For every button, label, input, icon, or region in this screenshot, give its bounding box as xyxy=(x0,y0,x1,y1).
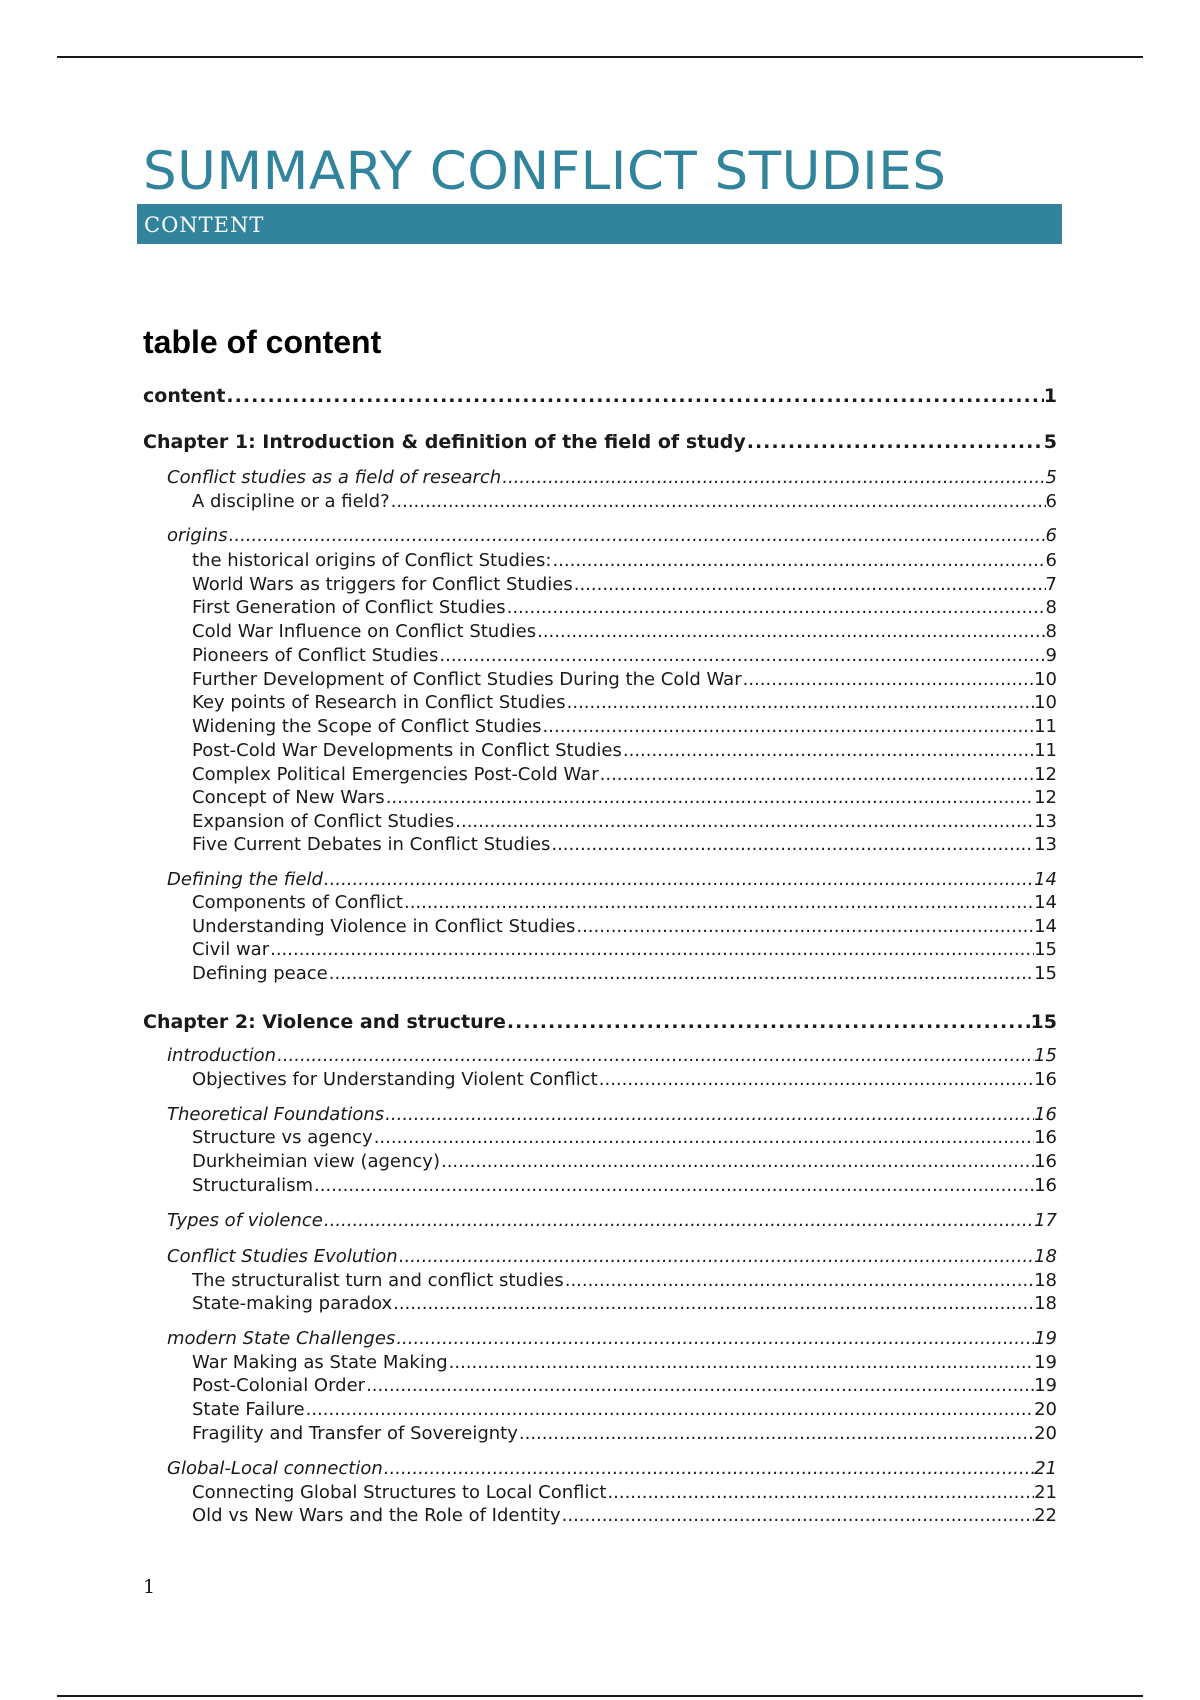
toc-dot-leader xyxy=(438,645,1045,666)
toc-entry-defining-peace[interactable] xyxy=(192,963,1057,987)
toc-entry-fragility-and-transfer-of-sovereignty[interactable] xyxy=(192,1423,1057,1447)
toc-dot-leader xyxy=(448,1352,1034,1373)
toc-entry-old-vs-new-wars-and-the-role-of-identity[interactable] xyxy=(192,1505,1057,1529)
toc-dot-leader xyxy=(323,869,1034,890)
toc-dot-leader xyxy=(373,1127,1034,1148)
toc-entry-page: 9 xyxy=(1045,645,1057,666)
toc-entry-title: Understanding Violence in Conflict Studies xyxy=(192,916,576,937)
toc-dot-leader xyxy=(225,385,1043,407)
toc-entry-title: Defining peace xyxy=(192,963,328,984)
toc-entry-concept-of-new-wars[interactable] xyxy=(192,787,1057,811)
toc-entry-title: Components of Conflict xyxy=(192,892,403,913)
toc-entry-title: Structuralism xyxy=(192,1175,313,1196)
toc-dot-leader xyxy=(228,525,1046,546)
toc-entry-widening-the-scope-of-conflict-studies[interactable] xyxy=(192,716,1057,740)
toc-entry-structure-vs-agency[interactable] xyxy=(192,1127,1057,1151)
toc-entry-page: 14 xyxy=(1034,892,1057,913)
toc-dot-leader xyxy=(323,1210,1034,1231)
toc-entry-title: Civil war xyxy=(192,939,270,960)
toc-entry-page: 15 xyxy=(1034,1045,1057,1066)
toc-dot-leader xyxy=(383,1458,1034,1479)
toc-dot-leader xyxy=(395,1328,1034,1349)
toc-entry-page: 20 xyxy=(1034,1423,1057,1444)
toc-entry-origins[interactable] xyxy=(167,525,1057,549)
toc-entry-page: 18 xyxy=(1034,1246,1057,1267)
toc-entry-page: 8 xyxy=(1045,621,1057,642)
toc-heading: table of content xyxy=(143,324,382,360)
footer-rule xyxy=(57,1695,1143,1697)
toc-dot-leader xyxy=(305,1399,1035,1420)
toc-entry-expansion-of-conflict-studies[interactable] xyxy=(192,811,1057,835)
toc-entry-title: Pioneers of Conflict Studies xyxy=(192,645,439,666)
toc-entry-page: 13 xyxy=(1034,811,1057,832)
toc-entry-introduction[interactable] xyxy=(167,1045,1057,1069)
toc-entry-page: 21 xyxy=(1034,1458,1057,1479)
toc-dot-leader xyxy=(390,491,1046,512)
toc-dot-leader xyxy=(506,597,1046,618)
toc-entry-post-cold-war-developments-in-conflict-studies[interactable] xyxy=(192,740,1057,764)
toc-dot-leader xyxy=(518,1423,1034,1444)
toc-entry-title: Structure vs agency xyxy=(192,1127,373,1148)
toc-entry-modern-state-challenges[interactable] xyxy=(167,1328,1057,1352)
toc-entry-objectives-for-understanding-violent-conflict[interactable] xyxy=(192,1069,1057,1093)
toc-dot-leader xyxy=(573,574,1046,595)
toc-entry-title: Types of violence xyxy=(167,1210,323,1231)
toc-entry-page: 18 xyxy=(1034,1270,1057,1291)
toc-entry-title: War Making as State Making xyxy=(192,1352,448,1373)
toc-entry-title: Chapter 1: Introduction & definition of the field of study xyxy=(143,431,746,453)
toc-dot-leader xyxy=(392,1293,1034,1314)
toc-entry-pioneers-of-conflict-studies[interactable] xyxy=(192,645,1057,669)
toc-dot-leader xyxy=(742,669,1034,690)
toc-entry-page: 16 xyxy=(1034,1127,1057,1148)
toc-dot-leader xyxy=(746,431,1044,453)
toc-entry-page: 6 xyxy=(1045,525,1057,546)
toc-entry-title: origins xyxy=(167,525,228,546)
toc-dot-leader xyxy=(313,1175,1034,1196)
toc-entry-page: 20 xyxy=(1034,1399,1057,1420)
toc-dot-leader xyxy=(606,1482,1034,1503)
toc-entry-page: 17 xyxy=(1034,1210,1057,1231)
toc-dot-leader xyxy=(550,834,1034,855)
toc-dot-leader xyxy=(551,550,1045,571)
toc-dot-leader xyxy=(398,1246,1034,1267)
toc-entry-page: 12 xyxy=(1034,787,1057,808)
toc-entry-cold-war-influence-on-conflict-studies[interactable] xyxy=(192,621,1057,645)
toc-entry-title: Cold War Influence on Conflict Studies xyxy=(192,621,537,642)
toc-entry-state-failure[interactable] xyxy=(192,1399,1057,1423)
toc-entry-title: The structuralist turn and conflict studies xyxy=(192,1270,564,1291)
toc-entry-page: 18 xyxy=(1034,1293,1057,1314)
toc-entry-title: Conflict Studies Evolution xyxy=(167,1246,398,1267)
toc-entry-page: 13 xyxy=(1034,834,1057,855)
toc-entry-durkheimian-view-agency[interactable] xyxy=(192,1151,1057,1175)
toc-entry-page: 15 xyxy=(1030,1011,1057,1033)
toc-entry-theoretical-foundations[interactable] xyxy=(167,1104,1057,1128)
toc-entry-connecting-global-structures-to-local-conflict[interactable] xyxy=(192,1482,1057,1506)
toc-entry-title: the historical origins of Conflict Studies: xyxy=(192,550,552,571)
toc-entry-page: 12 xyxy=(1034,764,1057,785)
toc-entry-page: 19 xyxy=(1034,1375,1057,1396)
toc-entry-title: Chapter 2: Violence and structure xyxy=(143,1011,506,1033)
document-title: SUMMARY CONFLICT STUDIES xyxy=(143,141,947,202)
toc-dot-leader xyxy=(269,939,1034,960)
toc-dot-leader xyxy=(365,1375,1034,1396)
toc-dot-leader xyxy=(622,740,1034,761)
toc-entry-key-points-of-research-in-conflict-studies[interactable] xyxy=(192,692,1057,716)
toc-entry-a-discipline-or-a-field[interactable] xyxy=(192,491,1057,515)
toc-entry-page: 16 xyxy=(1034,1069,1057,1090)
toc-dot-leader xyxy=(328,963,1034,984)
toc-entry-title: A discipline or a field? xyxy=(192,491,390,512)
toc-entry-content[interactable] xyxy=(143,385,1057,409)
toc-entry-page: 10 xyxy=(1034,669,1057,690)
toc-entry-types-of-violence[interactable] xyxy=(167,1210,1057,1234)
toc-entry-page: 7 xyxy=(1045,574,1057,595)
toc-dot-leader xyxy=(440,1151,1034,1172)
toc-entry-title: First Generation of Conflict Studies xyxy=(192,597,506,618)
toc-entry-page: 14 xyxy=(1034,869,1057,890)
toc-dot-leader xyxy=(561,1505,1034,1526)
toc-dot-leader xyxy=(403,892,1034,913)
toc-entry-page: 16 xyxy=(1034,1175,1057,1196)
toc-entry-defining-the-field[interactable] xyxy=(167,869,1057,893)
toc-entry-page: 22 xyxy=(1034,1505,1057,1526)
toc-entry-page: 1 xyxy=(1043,385,1057,407)
subtitle-text: CONTENT xyxy=(144,213,265,237)
toc-dot-leader xyxy=(598,1069,1034,1090)
toc-entry-understanding-violence-in-conflict-studies[interactable] xyxy=(192,916,1057,940)
toc-entry-page: 16 xyxy=(1034,1151,1057,1172)
toc-entry-title: Connecting Global Structures to Local Conflict xyxy=(192,1482,607,1503)
toc-entry-page: 5 xyxy=(1043,431,1057,453)
toc-entry-page: 6 xyxy=(1045,550,1057,571)
toc-entry-title: Durkheimian view (agency) xyxy=(192,1151,440,1172)
toc-entry-civil-war[interactable] xyxy=(192,939,1057,963)
toc-entry-page: 19 xyxy=(1034,1328,1057,1349)
toc-entry-five-current-debates-in-conflict-studies[interactable] xyxy=(192,834,1057,858)
toc-entry-global-local-connection[interactable] xyxy=(167,1458,1057,1482)
toc-entry-title: Expansion of Conflict Studies xyxy=(192,811,455,832)
toc-entry-page: 10 xyxy=(1034,692,1057,713)
toc-dot-leader xyxy=(384,1104,1034,1125)
toc-entry-conflict-studies-evolution[interactable] xyxy=(167,1246,1057,1270)
toc-entry-page: 19 xyxy=(1034,1352,1057,1373)
toc-entry-title: Widening the Scope of Conflict Studies xyxy=(192,716,542,737)
toc-entry-title: modern State Challenges xyxy=(167,1328,396,1349)
toc-entry-title: Conflict studies as a field of research xyxy=(167,467,502,488)
toc-dot-leader xyxy=(564,1270,1034,1291)
toc-dot-leader xyxy=(276,1045,1034,1066)
toc-entry-post-colonial-order[interactable] xyxy=(192,1375,1057,1399)
toc-entry-title: content xyxy=(143,385,226,407)
toc-entry-structuralism[interactable] xyxy=(192,1175,1057,1199)
toc-entry-the-historical-origins-of-conflict-studies[interactable] xyxy=(192,550,1057,574)
toc-entry-chapter-1-introduction-definition-of-the-field-of-study[interactable] xyxy=(143,431,1057,455)
toc-entry-further-development-of-conflict-studies-during-the-cold-war[interactable] xyxy=(192,669,1057,693)
toc-dot-leader xyxy=(599,764,1034,785)
toc-entry-title: Five Current Debates in Conflict Studies xyxy=(192,834,551,855)
toc-entry-the-structuralist-turn-and-conflict-studies[interactable] xyxy=(192,1270,1057,1294)
toc-entry-title: Key points of Research in Conflict Studies xyxy=(192,692,566,713)
toc-entry-page: 8 xyxy=(1045,597,1057,618)
toc-entry-page: 14 xyxy=(1034,916,1057,937)
toc-entry-title: introduction xyxy=(167,1045,277,1066)
toc-entry-conflict-studies-as-a-field-of-research[interactable] xyxy=(167,467,1057,491)
toc-entry-page: 11 xyxy=(1034,740,1057,761)
toc-entry-complex-political-emergencies-post-cold-war[interactable] xyxy=(192,764,1057,788)
page-number: 1 xyxy=(143,1576,156,1598)
toc-entry-page: 15 xyxy=(1034,963,1057,984)
toc-entry-page: 15 xyxy=(1034,939,1057,960)
toc-dot-leader xyxy=(536,621,1045,642)
toc-entry-title: Old vs New Wars and the Role of Identity xyxy=(192,1505,561,1526)
toc-entry-world-wars-as-triggers-for-conflict-studies[interactable] xyxy=(192,574,1057,598)
toc-entry-page: 16 xyxy=(1034,1104,1057,1125)
toc-entry-chapter-2-violence-and-structure[interactable] xyxy=(143,1011,1057,1035)
toc-dot-leader xyxy=(501,467,1045,488)
toc-entry-state-making-paradox[interactable] xyxy=(192,1293,1057,1317)
toc-entry-title: Complex Political Emergencies Post-Cold War xyxy=(192,764,599,785)
toc-entry-title: Concept of New Wars xyxy=(192,787,385,808)
toc-entry-page: 21 xyxy=(1034,1482,1057,1503)
toc-entry-title: Fragility and Transfer of Sovereignty xyxy=(192,1423,518,1444)
toc-dot-leader xyxy=(506,1011,1031,1033)
toc-entry-title: Post-Cold War Developments in Conflict Studies xyxy=(192,740,622,761)
toc-entry-page: 5 xyxy=(1045,467,1057,488)
toc-entry-title: World Wars as triggers for Conflict Studies xyxy=(192,574,573,595)
toc-dot-leader xyxy=(575,916,1034,937)
toc-entry-page: 6 xyxy=(1045,491,1057,512)
toc-dot-leader xyxy=(454,811,1034,832)
toc-entry-war-making-as-state-making[interactable] xyxy=(192,1352,1057,1376)
toc-entry-title: State Failure xyxy=(192,1399,305,1420)
toc-entry-title: State-making paradox xyxy=(192,1293,393,1314)
toc-dot-leader xyxy=(385,787,1034,808)
toc-dot-leader xyxy=(566,692,1034,713)
toc-entry-title: Defining the field xyxy=(167,869,323,890)
toc-entry-components-of-conflict[interactable] xyxy=(192,892,1057,916)
toc-entry-title: Theoretical Foundations xyxy=(167,1104,385,1125)
toc-entry-title: Global-Local connection xyxy=(167,1458,383,1479)
toc-entry-title: Objectives for Understanding Violent Conflict xyxy=(192,1069,598,1090)
toc-entry-title: Further Development of Conflict Studies During the Cold War xyxy=(192,669,742,690)
toc-dot-leader xyxy=(542,716,1035,737)
toc-entry-title: Post-Colonial Order xyxy=(192,1375,366,1396)
toc-entry-page: 11 xyxy=(1034,716,1057,737)
toc-entry-first-generation-of-conflict-studies[interactable] xyxy=(192,597,1057,621)
